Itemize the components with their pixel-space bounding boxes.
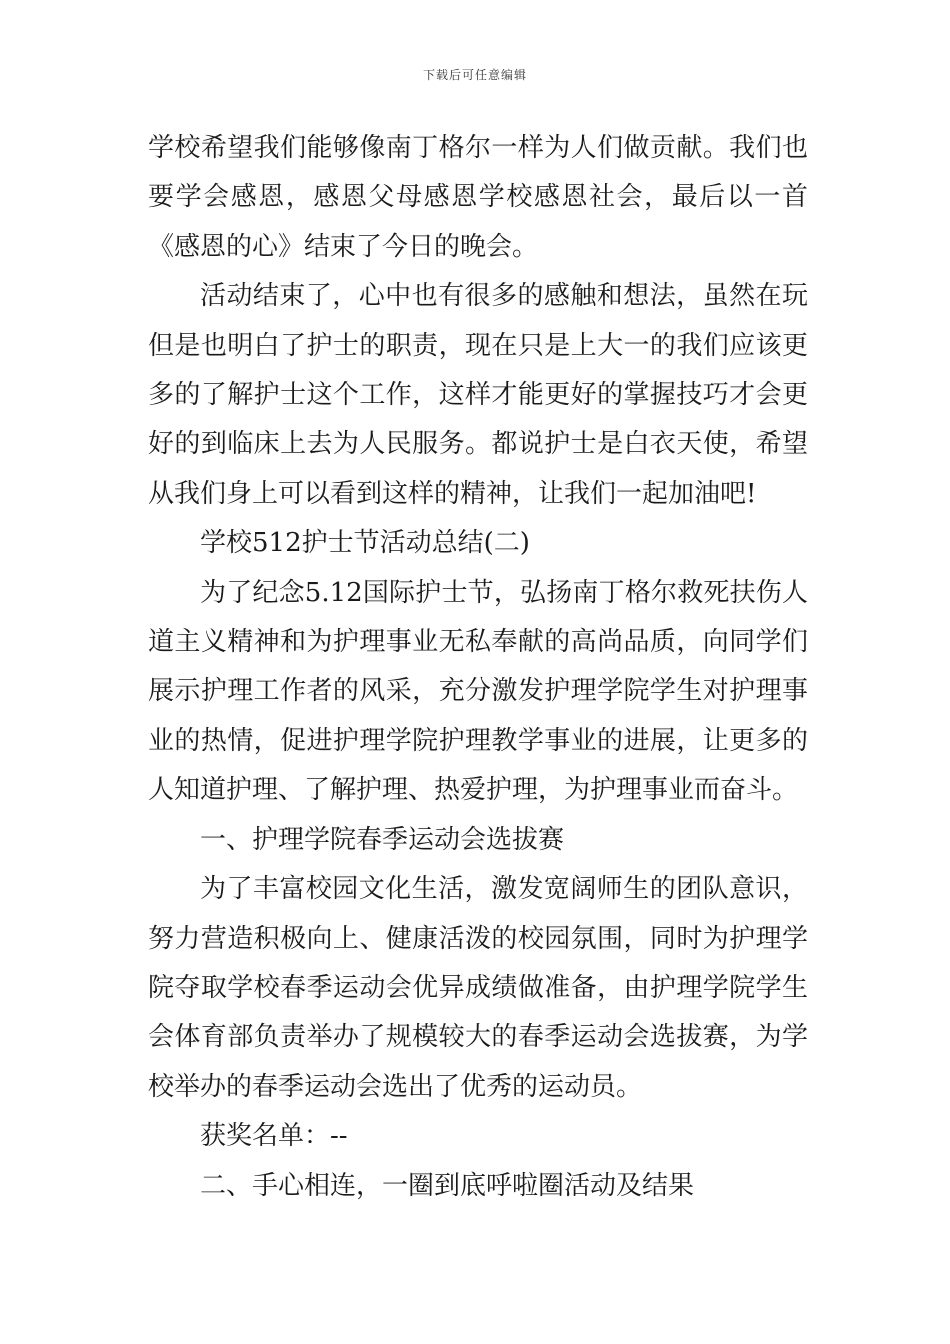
paragraph-sports-selection: 为了丰富校园文化生活，激发宽阔师生的团队意识，努力营造积极向上、健康活泼的校园氛围，同时为护理学院夺取学校春季运动会优异成绩做准备，由护理学院学生会体育部负责举办了规模较大的春季运动会选拔赛，为学校举办的春季运动会选出了优秀的运动员。 [148,874,808,1102]
document-body [148,124,808,1211]
award-list-label: 获奖名单：-- [200,1121,348,1152]
paragraph-commemoration: 为了纪念5.12国际护士节，弘扬南丁格尔救死扶伤人道主义精神和为护理事业无私奉献的高尚品质，向同学们展示护理工作者的风采，充分激发护理学院学生对护理事业的热情，促进护理学院护理教学事业的进展，让更多的人知道护理、了解护理、热爱护理，为护理事业而奋斗。 [148,577,808,806]
paragraph-closing-gratitude: 学校希望我们能够像南丁格尔一样为人们做贡献。我们也要学会感恩，感恩父母感恩学校感恩社会，最后以一首《感恩的心》结束了今日的晚会。 [148,133,808,262]
page-header-note: 下载后可任意编辑 [422,68,527,82]
heading-hula-hoop-activity: 二、手心相连，一圈到底呼啦圈活动及结果 [200,1170,695,1201]
heading-sports-selection: 一、护理学院春季运动会选拔赛 [200,824,565,855]
paragraph-reflection: 活动结束了，心中也有很多的感触和想法，虽然在玩但是也明白了护士的职责，现在只是上大一的我们应该更多的了解护士这个工作，这样才能更好的掌握技巧才会更好的到临床上去为人民服务。都说护士是白衣天使，希望从我们身上可以看到这样的精神，让我们一起加油吧! [148,281,808,509]
section-title-summary-two: 学校512护士节活动总结(二) [200,528,530,559]
